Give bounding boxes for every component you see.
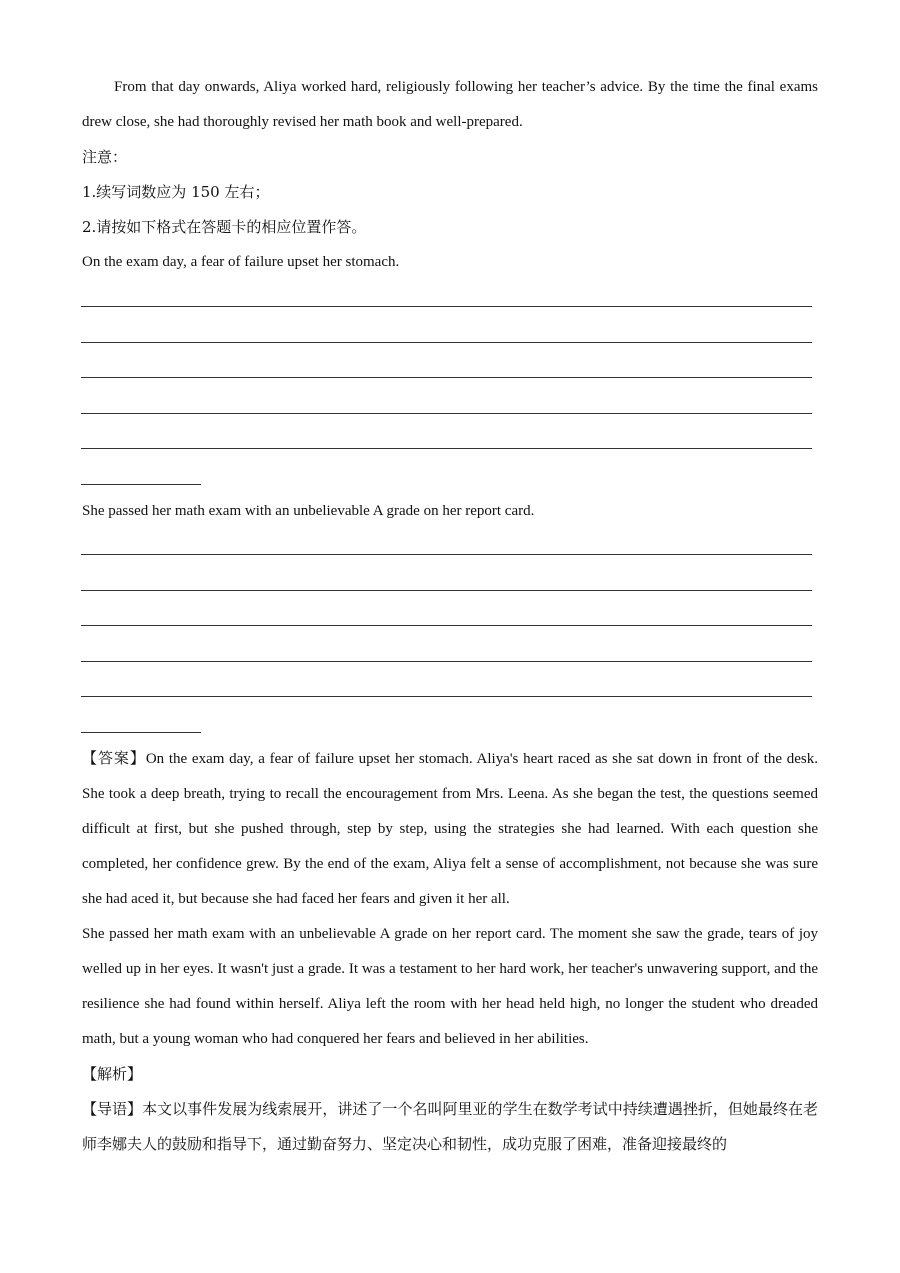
intro-block bbox=[82, 70, 818, 280]
writing-line[interactable] bbox=[81, 696, 812, 697]
writing-line[interactable] bbox=[81, 342, 812, 343]
writing-line[interactable] bbox=[81, 377, 812, 378]
section1-prompt: On the exam day, a fear of failure upset her stomach. bbox=[82, 254, 400, 270]
guide-text: 本文以事件发展为线索展开，讲述了一个名叫阿里亚的学生在数学考试中持续遭遇挫折，但她最终在老师李娜夫人的鼓励和指导下，通过勤奋努力、坚定决心和韧性，成功克服了困难，准备迎接最终的 bbox=[82, 1100, 818, 1153]
guide-label: 【导语】 bbox=[82, 1100, 143, 1118]
guide-paragraph bbox=[82, 1092, 818, 1162]
answer-text-1: On the exam day, a fear of failure upset her stomach. Aliya's heart raced as she sat down in front of the desk. She took a deep breath, trying to recall the encouragement from Mrs. Leena. As she began the test, the questions seemed difficult at first, but she pushed through, step by step, using the strategies she had learned. With each question she completed, her confidence grew. By the end of the exam, Aliya felt a sense of accomplishment, not because she was sure she had aced it, but because she had faced her fears and given it her all. bbox=[82, 751, 818, 907]
analysis-label: 【解析】 bbox=[82, 1065, 143, 1083]
writing-line[interactable] bbox=[81, 306, 812, 307]
answer-paragraph-1 bbox=[82, 741, 818, 917]
intro-paragraph: From that day onwards, Aliya worked hard, religiously following her teacher’s advice. By the time the final exams drew close, she had thoroughly revised her math book and well-prepared. bbox=[82, 79, 818, 130]
note-item-1: 1.续写词数应为 150 左右； bbox=[82, 183, 270, 201]
writing-line[interactable] bbox=[81, 625, 812, 626]
writing-line[interactable] bbox=[81, 413, 812, 414]
note-title: 注意： bbox=[82, 148, 128, 166]
writing-line[interactable] bbox=[81, 661, 812, 662]
writing-line[interactable] bbox=[81, 554, 812, 555]
writing-line[interactable] bbox=[81, 448, 812, 449]
note-item-2: 2.请按如下格式在答题卡的相应位置作答。 bbox=[82, 218, 367, 236]
answer-label: 【答案】 bbox=[82, 749, 146, 767]
answer-block bbox=[82, 741, 818, 1162]
writing-line-short[interactable] bbox=[81, 484, 201, 485]
answer-paragraph-2: She passed her math exam with an unbelievable A grade on her report card. The moment she saw the grade, tears of joy welled up in her eyes. It wasn't just a grade. It was a testament to her hard work, her teacher's unwavering support, and the resilience she had found within herself. Aliya left the room with her head held high, no longer the student who dreaded math, but a young woman who had conquered her fears and believed in her abilities. bbox=[82, 926, 818, 1047]
writing-line-short[interactable] bbox=[81, 732, 201, 733]
section2-block bbox=[82, 494, 818, 529]
section2-prompt: She passed her math exam with an unbelievable A grade on her report card. bbox=[82, 503, 535, 519]
writing-line[interactable] bbox=[81, 590, 812, 591]
